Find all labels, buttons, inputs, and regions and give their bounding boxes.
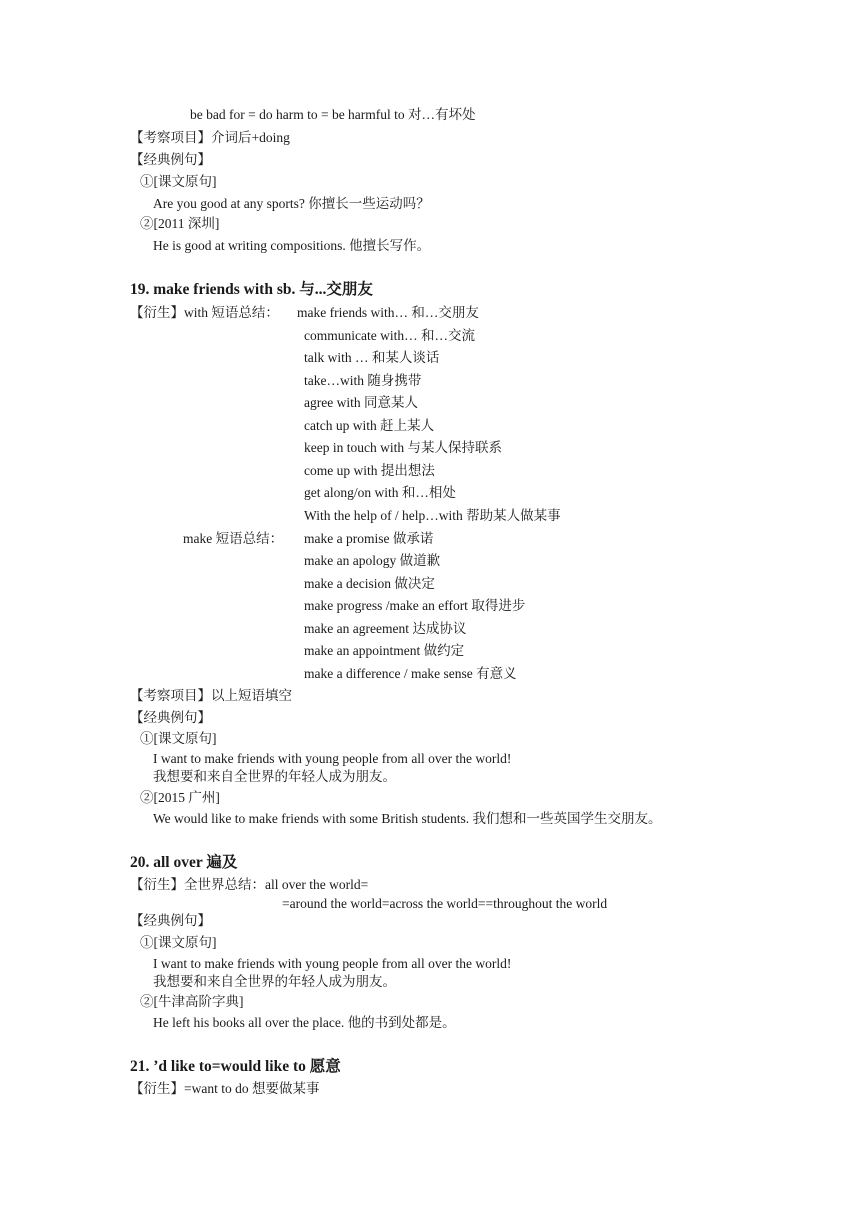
make-phrases-label: make 短语总结： <box>183 531 284 546</box>
derive-line-continued: =around the world=across the world==throughout the world <box>282 896 608 911</box>
example-sentence-en: I want to make friends with young people from all over the world! <box>153 751 512 766</box>
example-sentence-zh: 我想要和来自全世界的年轻人成为朋友。 <box>153 769 396 784</box>
with-phrase: With the help of / help…with 帮助某人做某事 <box>304 508 561 523</box>
examples-label: 【经典例句】 <box>130 152 211 167</box>
examples-label: 【经典例句】 <box>130 913 211 928</box>
with-phrase: catch up with 赶上某人 <box>304 418 435 433</box>
derive-line: 【衍生】=want to do 想要做某事 <box>130 1081 320 1096</box>
with-phrase: keep in touch with 与某人保持联系 <box>304 440 502 455</box>
with-phrase: agree with 同意某人 <box>304 395 418 410</box>
exam-item-label: 【考察项目】以上短语填空 <box>130 688 292 703</box>
section-21-heading: 21. ’d like to=would like to 愿意 <box>130 1058 341 1075</box>
example-source: ①[课文原句] <box>140 935 217 950</box>
example-sentence: Are you good at any sports? 你擅长一些运动吗？ <box>153 196 430 211</box>
section-19-heading: 19. make friends with sb. 与...交朋友 <box>130 281 373 298</box>
with-phrase: come up with 提出想法 <box>304 463 435 478</box>
section-20-heading: 20. all over 遍及 <box>130 854 238 871</box>
exam-item-label: 【考察项目】介词后+doing <box>130 130 290 145</box>
with-phrase: get along/on with 和…相处 <box>304 485 456 500</box>
derive-with-label: 【衍生】with 短语总结： <box>130 305 279 320</box>
with-phrase: communicate with… 和…交流 <box>304 328 475 343</box>
make-phrase: make an apology 做道歉 <box>304 553 441 568</box>
with-phrase: make friends with… 和…交朋友 <box>297 305 479 320</box>
example-source: ①[课文原句] <box>140 174 217 189</box>
with-phrase: talk with … 和某人谈话 <box>304 350 440 365</box>
examples-label: 【经典例句】 <box>130 710 211 725</box>
example-sentence-en: I want to make friends with young people from all over the world! <box>153 956 512 971</box>
example-sentence-zh: 我想要和来自全世界的年轻人成为朋友。 <box>153 974 396 989</box>
make-phrase: make an appointment 做约定 <box>304 643 465 658</box>
example-sentence: He left his books all over the place. 他的书到处都是。 <box>153 1015 456 1030</box>
make-phrase: make progress /make an effort 取得进步 <box>304 598 526 613</box>
make-phrase: make a decision 做决定 <box>304 576 435 591</box>
example-source: ②[2015 广州] <box>140 790 220 805</box>
derive-line: 【衍生】全世界总结：all over the world= <box>130 877 369 892</box>
make-phrase: make a promise 做承诺 <box>304 531 434 546</box>
phrase-line-bad-for: be bad for = do harm to = be harmful to 对…有坏处 <box>190 107 476 122</box>
with-phrase: take…with 随身携带 <box>304 373 422 388</box>
example-sentence: He is good at writing compositions. 他擅长写作。 <box>153 238 431 253</box>
example-source: ①[课文原句] <box>140 731 217 746</box>
example-source: ②[2011 深圳] <box>140 216 220 231</box>
make-phrase: make a difference / make sense 有意义 <box>304 666 517 681</box>
example-sentence: We would like to make friends with some British students. 我们想和一些英国学生交朋友。 <box>153 811 662 826</box>
make-phrase: make an agreement 达成协议 <box>304 621 467 636</box>
example-source: ②[牛津高阶字典] <box>140 994 244 1009</box>
